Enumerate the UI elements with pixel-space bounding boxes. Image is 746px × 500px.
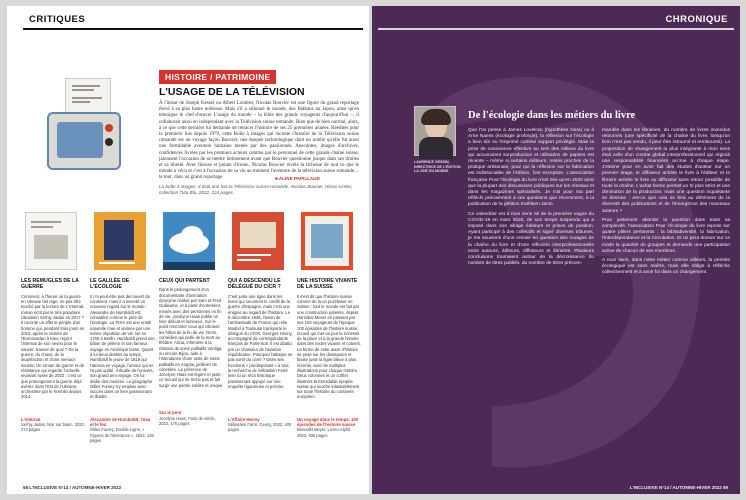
review-book-title: L'Affaire Henny [228,416,260,422]
television-knob [105,124,113,132]
review-body: Il n'a peut-être pas découvert de continent, mais il a inventé un nouveau regard sur le monde : Alexandre de Humboldt est considéré comme le père de l'écologie. La Terre est une entité naturelle mue et animée par une même impulsion de vie. Né en 1769 à Berlin, Humboldt prend son bâton de pèlerin et son fameux voyage en Amérique latine. Quant à lui deux destins au temps, Humboldt le jeune de 1819 qui l'amena en voyage, l'amour qui ne l'a pas quitté. Il étudie de l'univers, son grand ami voyage. On lui dédie des musées. La géographe Gilles Fumey s'y emploie avec succès dans un livre passionnant et illustré. [90,293,155,400]
section-header-critiques: CRITIQUES [29,14,86,25]
review-column [297,212,362,438]
book-with-television-icon [37,56,155,186]
review-book-title: Un voyage dans le temps. 100 épisodes de l'histoire suisse [297,416,359,428]
paragraph: Ce calendrier est à mon sens né de la première vague du COVID-19 en mars 2020, de son temps suspendu qui a imposé dans son sillage éditeurs et prises de position. Ayant participé à des collectifs et signé diverses tribunes, je me souviens d'une remise en question des rouages de la chaîne du livre et d'une réflexion interprofessionnelle entre auteurs, éditeurs, diffuseurs et libraires. Plusieurs conclusions tournaient autour de la décroissance du nombre de titres publiés, du nombre de titres précom- [468,211,594,267]
review-column [159,212,224,426]
paragraph: Que l'on pense à James Lovelock (hypothèse Gaïa) ou à Arne Naess (écologie profonde), la réflexion sur l'écologie a bien sûr eu l'imprimé comme support privilégié. Mais la prise de conscience effective au sein des milieux du livre qui accumulent surproduction et utilisation de papiers est récente – même si certains éditeurs, restés proches de la pratique artisanale, pour qui la réflexion sur la fabrication est indissociable de l'édition, font exception. L'association française Pour l'écologie du livre n'est née qu'en 2020 ainsi que la plupart des discussions publiques sur les réseaux et dans les magazines spécialisés. Je n'ai pour ma part réfléchi précisément à ces questions que récemment, à la publication de la pétition Kathleen Janin. [468,128,594,208]
paragraph: A mon sens, dans notre métier comme ailleurs, la pensée écologique est sans maître, mais elle oblige à réfléchir collectivement et à avoir foi dans un changement. [602,258,730,276]
review-book-title: Sur le pont [159,410,182,416]
header-rule [378,28,734,30]
feature-body: À l'instar de Joseph Kessel ou Albert Londres, Nicolas Bouvier est une figure du grand reportage élevé à sa plus haute noblesse. Mais s'il a sillonné le monde, des Balkans au Japon, ainsi qu'en témoigne le chef-d'œuvre L'usage du monde – la bible des grands voyageurs d'aujourd'hui –, il collaborait aussi en indépendant avec la Télévision suisse romande. Rien que de bien normal, alors, à ce que cette dernière lui demande de retracer l'histoire de ses 25 premières années. Réédités pour la première fois depuis 1979, cette Boîte à images qui raconte l'histoire de la Télévision suisse romande est un voyage façon Bouvier, une épopée technologique dont on oublie qu'elle fut aussi une formidable aventure humaine menée par des passionnés. Anecdotes, images d'archives, confidences livrées par les premiers acteurs comme par le personnel de cette grande chaîne suisse, jalonnent l'occasion de se mettre intimement avant que Bouvier questionne jusque dans ses limites et sa liberté. Avec finesse et pointe d'ironie, Nicolas Bouvier révèle la richesse de tout ce que le monde a vécu et c'est à l'occasion de sa vie au moment l'aventure de la télévision suisse romande… le tout, dans un grand reportage [159,101,359,181]
review-body: Comment, à l'heure où la guerre en Ukraine fait rage, ne pas être touché par la lecture de L'Internat, roman écrit par le très populaire Ukrainien Serhiy Jadan en 2017 ? Il raconte un effet le périple d'un homme qui, pendant trois jours en 2015, après la victoire de l'Euromaïdan à Kiev, rejoint l'internat de son neveu pour le sauver. Sauver de quoi ? De la guerre, du chaos, de la stupéfaction et d'une menace sourde. Un roman de guerre et de résistance qui regarde l'actuelle invasion russe de 2022 ; c'est ce que prolongement la guerre déjà avérée dans l'Est de l'Ukraine, orchestrée par le Kremlin depuis 2014. [21,293,85,400]
review-body: Il s'est dit que l'histoire suisse comme de la un puzzlewer ne Suisse : tout le monde est fait par une construction patiente, depuis Hannibal Moser en passant par ses 100 voyageurs de l'époque 100 épisodes de l'histoire suisse, recueil qui met au jour la richesse de la place et à la grande histoire dans des textes vivants et colorés. La forme de cette autre d'histoire se pose sur les dinosaures et biaise juste la ligne bleue à plus récente, avec de multiples illustrations pour chaque histoire. Deux colonnes et un coffret illustrent la formidable épopée suisse qui ricoche inlassablement sur toute l'histoire du continent européen. [297,293,362,400]
author-caption: LAURENCE GESSIN, DIRECTRICE DE L'ÉDITION LA JOIE DU MONDE [414,160,461,173]
header-rule [23,28,363,30]
paragraph: mandés dans les librairies, du nombre de livres invendus retournés (une spécificité de la chaîne du livre, lorsqu'un livre n'est pas vendu, il peut être retourné et remboursé). La proposition de changement la plus intégrante à mon sens était celle d'un contrat global interprofessionnel qui régirait une responsabilité financière accrue à chaque étape. J'estime pour en avoir fait des études d'auteur sur un premier tirage, le diffuseur achète le livre à l'éditeur et le libraire achète le livre au diffuseur sans retour possible de toute la chaîne. L'achat ferme permet un tri plus strict et une diminution de la production, mais une question inquiétante se dessine : est-ce que cela se fera au détriment de la diversité des publications et de l'émergence des nouveaux auteurs ? [602,128,730,214]
page-folio-left: 58 L'INCLUSIVE N°14 / AUTOMNE-HIVER 2022 [23,485,122,490]
left-page [7,6,369,494]
paragraph: Pour justement aborder la question dans toute sa complexité, l'association Pour l'écologie du livre repose sur quatre piliers pertinents : la bibliodiversité, la fabrication, l'interdépendance et la Circulation. Et on peut donner sur ce mode la quantité de groupes et demande une participation active de chacun de ses membres. [602,217,730,254]
television-knob [105,138,113,146]
review-column [228,212,293,432]
chronique-column-2 [602,128,730,280]
section-header-chronique: CHRONIQUE [665,14,728,25]
right-page [372,6,740,494]
portrait-photo-icon [414,106,456,156]
review-title: QUI A DESCENDU LE DÉLÉGUÉ DU CICR ? [228,278,281,291]
review-body: C'est juste une ligne dans les livres qui racontent le conflit de la guerre d'Espagne, mais c'est une énigme au regard de l'histoire. Le 8 décembre 1936, l'avion de l'ambassade de France qui relie Madrid à Toulouse transporte le délégué du CICR, Georges Henny, accompagné de correspondants français de Paris-Soir. Il est abattu par un chasseur de l'aviation républicaine. Pourquoi l'attaque ne pas sortir du carré ? Dans ses fonctions « prédisposant » à tout, la recherche de Sébastien Farré livre ici un récit historique passionnant appuyé sur une enquête rigoureuse et précise. [228,293,293,389]
book-cover-image [25,212,77,270]
review-book-title: Alexandre de Humboldt, l'eau et le feu [90,416,151,428]
review-book-details: Sébastien Farré, Georg, 2022, 400 pages [228,422,292,433]
review-book-details: Serhiy Jadan, Noir sur blanc, 2022, 272 pages [21,422,85,433]
feature-reference: La boîte à images. Il était une fois la Télévision suisse romande. Nicolas Bouvier, Héros-Limite, collection Tuta Blu, 2022, 224 pages. [159,184,353,195]
review-title: LE GALILÉE DE L'ÉCOLOGIE [90,278,130,291]
book-cover-image [301,212,353,270]
television-set [47,112,121,170]
review-title: LES REMUGLES DE LA GUERRE [21,278,79,291]
feature-title: L'USAGE DE LA TÉLÉVISION [159,86,305,98]
review-book-details: Gilles Fumey, Double Ligne, « Figures de l'itinérance », 2022, 139 pages [90,427,154,443]
page-folio-right: L'INCLUSIVE N°14 / AUTOMNE-HIVER 2022 59 [629,485,728,490]
review-book-details: Benedikt Meyer, Livreo-Alphil, 2022, 400 pages [297,427,352,438]
book-cover-image [94,212,146,270]
review-title: CEUX QUI PARTENT [159,278,210,284]
book-cover-image [163,212,215,270]
review-body: Dans le prolongement d'un documentaire d'animation éponyme réalisé par Sam et Fred Guillaume, et à partir d'entretiens menés avec des personnes en fin de vie, Jocelyne Haas publie un livre délicat et lumineux. Sur le point renconter ceux qui côtoient les hôtes de la fin de vie. Dens, comédien qui parle de la mort au théâtre. Alicia, infirmière à la mission de soins palliatifs Ventiga, ou encore Bijou, aide à l'intendance d'une unité de soins palliatifs en Angola, jardinier de cimetière. La présence de Jocelyne Haas est légère et juste ; ce recueil qui ne triche pas et fait surgir une parole inédite et unique. [159,287,224,388]
feature-signature: ■ ALINE PAPILLAUD [275,176,320,181]
book-cover-image [232,212,284,270]
review-title: UNE HISTOIRE VIVANTE DE LA SUISSE [297,278,358,291]
chronique-title: De l'écologie dans les métiers du livre [468,110,636,121]
review-column [21,212,86,432]
review-column [90,212,155,443]
review-book-details: Jocelyne Haas, Faim de siècle, 2022, 176 pages [159,415,216,426]
chronique-column-1 [468,128,594,270]
feature-kicker: HISTOIRE / PATRIMOINE [159,70,276,84]
television-screen [57,122,103,158]
review-book-title: L'internat [21,416,41,422]
